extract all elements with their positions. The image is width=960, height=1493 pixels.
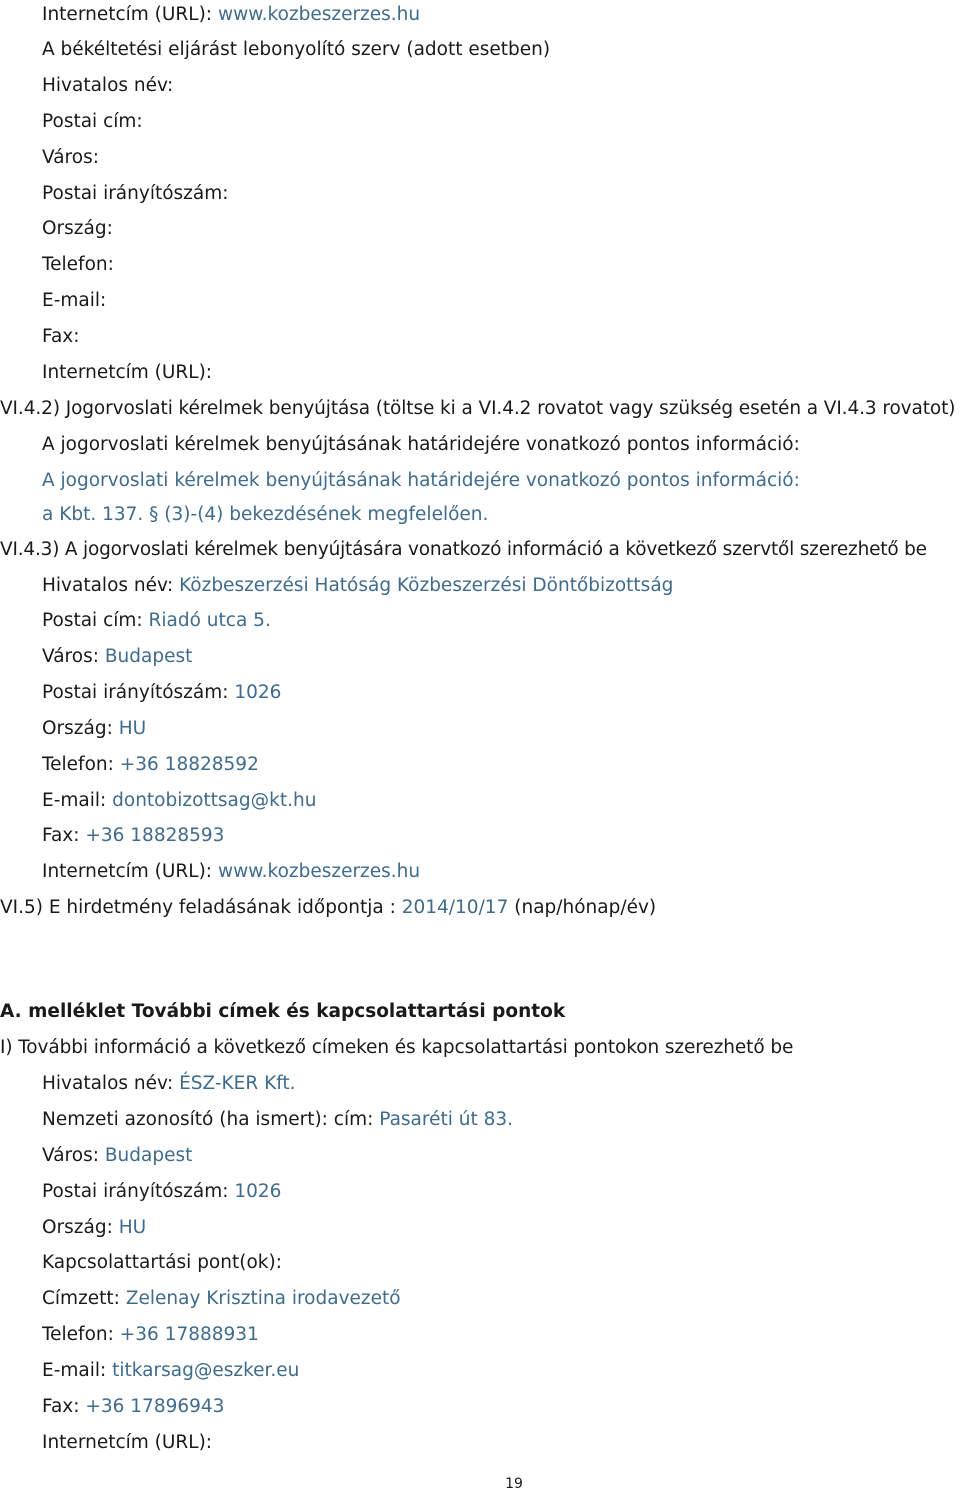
page-number: 19 (505, 1476, 523, 1492)
field-value: HU (118, 1217, 147, 1238)
internet-url-row (42, 860, 420, 884)
date-format-hint: (nap/hónap/év) (514, 897, 657, 918)
field-label: Postai irányítószám: (42, 682, 229, 703)
city-row (42, 645, 192, 669)
annex-title: A. melléklet További címek és kapcsolattartási pontok (0, 1001, 566, 1022)
field-label: Város: (42, 1145, 99, 1166)
field-label: Címzett: (42, 1288, 120, 1309)
phone-row (42, 753, 259, 777)
internet-url-label: Internetcím (URL): (42, 362, 213, 383)
field-value: Budapest (104, 1145, 193, 1166)
email-row (42, 1359, 299, 1383)
field-value: +36 18828592 (119, 754, 259, 775)
city-label: Város: (42, 147, 99, 168)
fax-row (42, 824, 224, 848)
field-value: ÉSZ-KER Kft. (179, 1073, 296, 1094)
country-row (42, 717, 146, 741)
dispatch-date-value: 2014/10/17 (401, 897, 509, 918)
deadline-info-label: A jogorvoslati kérelmek benyújtásának határidejére vonatkozó pontos információ: (42, 434, 800, 455)
email-link[interactable]: dontobizottsag@kt.hu (112, 790, 317, 811)
internet-url-link[interactable]: www.kozbeszerzes.hu (217, 4, 421, 25)
phone-label: Telefon: (42, 254, 114, 275)
field-value: +36 18828593 (85, 825, 225, 846)
deadline-info-value: A jogorvoslati kérelmek benyújtásának határidejére vonatkozó pontos információ: (42, 470, 800, 491)
field-value: +36 17888931 (119, 1324, 259, 1345)
city-row (42, 1144, 192, 1168)
country-label: Ország: (42, 218, 113, 239)
fax-label: Fax: (42, 326, 80, 347)
fax-row (42, 1395, 224, 1419)
postal-code-row (42, 1180, 281, 1204)
postal-code-row (42, 681, 281, 705)
field-value: Zelenay Krisztina irodavezető (125, 1288, 401, 1309)
phone-row (42, 1323, 259, 1347)
field-label: Ország: (42, 1217, 113, 1238)
field-label: VI.5) E hirdetmény feladásának időpontja : (0, 897, 396, 918)
field-value: +36 17896943 (85, 1396, 225, 1417)
field-value: Pasaréti út 83. (379, 1109, 514, 1130)
field-value: 1026 (234, 1181, 282, 1202)
annex-section-heading: I) További információ a következő címeken és kapcsolattartási pontokon szerezhető be (0, 1037, 794, 1058)
email-row (42, 789, 316, 813)
field-label: Postai irányítószám: (42, 1181, 229, 1202)
official-name-row (42, 574, 673, 598)
internet-url-label: Internetcím (URL): (42, 1432, 213, 1453)
mediation-body-heading: A békéltetési eljárást lebonyolító szerv (adott esetben) (42, 39, 551, 60)
field-label: Nemzeti azonosító (ha ismert): cím: (42, 1109, 374, 1130)
field-label: Telefon: (42, 1324, 114, 1345)
field-label: Postai cím: (42, 610, 143, 631)
field-label: Fax: (42, 825, 80, 846)
postal-address-label: Postai cím: (42, 111, 143, 132)
field-value: Közbeszerzési Hatóság Közbeszerzési Döntőbizottság (179, 575, 674, 596)
addressee-row (42, 1287, 401, 1311)
field-value: Budapest (104, 646, 193, 667)
country-row (42, 1216, 146, 1240)
field-value: HU (118, 718, 147, 739)
email-link[interactable]: titkarsag@eszker.eu (112, 1360, 300, 1381)
field-label: Telefon: (42, 754, 114, 775)
deadline-info-value-cont: a Kbt. 137. § (3)-(4) bekezdésének megfelelően. (42, 504, 489, 525)
postal-address-row (42, 609, 271, 633)
field-label: E-mail: (42, 1360, 107, 1381)
internet-url-link[interactable]: www.kozbeszerzes.hu (217, 861, 421, 882)
internet-url-row (42, 3, 420, 27)
field-label: Hivatalos név: (42, 1073, 174, 1094)
contact-points-label: Kapcsolattartási pont(ok): (42, 1252, 282, 1273)
field-label: E-mail: (42, 790, 107, 811)
dispatch-date-row (0, 896, 656, 920)
official-name-label: Hivatalos név: (42, 75, 174, 96)
field-label: Város: (42, 646, 99, 667)
field-label: Hivatalos név: (42, 575, 174, 596)
field-value: Riadó utca 5. (148, 610, 271, 631)
field-label: Internetcím (URL): (42, 4, 213, 25)
national-id-row (42, 1108, 513, 1132)
email-label: E-mail: (42, 290, 107, 311)
postal-code-label: Postai irányítószám: (42, 183, 229, 204)
field-label: Ország: (42, 718, 113, 739)
official-name-row (42, 1072, 296, 1096)
field-value: 1026 (234, 682, 282, 703)
field-label: Internetcím (URL): (42, 861, 213, 882)
section-vi43-heading: VI.4.3) A jogorvoslati kérelmek benyújtására vonatkozó információ a következő szervtől szerezhető be (0, 539, 927, 560)
field-label: Fax: (42, 1396, 80, 1417)
section-vi42-heading: VI.4.2) Jogorvoslati kérelmek benyújtása (töltse ki a VI.4.2 rovatot vagy szükség esetén a VI.4.3 rovatot) (0, 398, 956, 419)
